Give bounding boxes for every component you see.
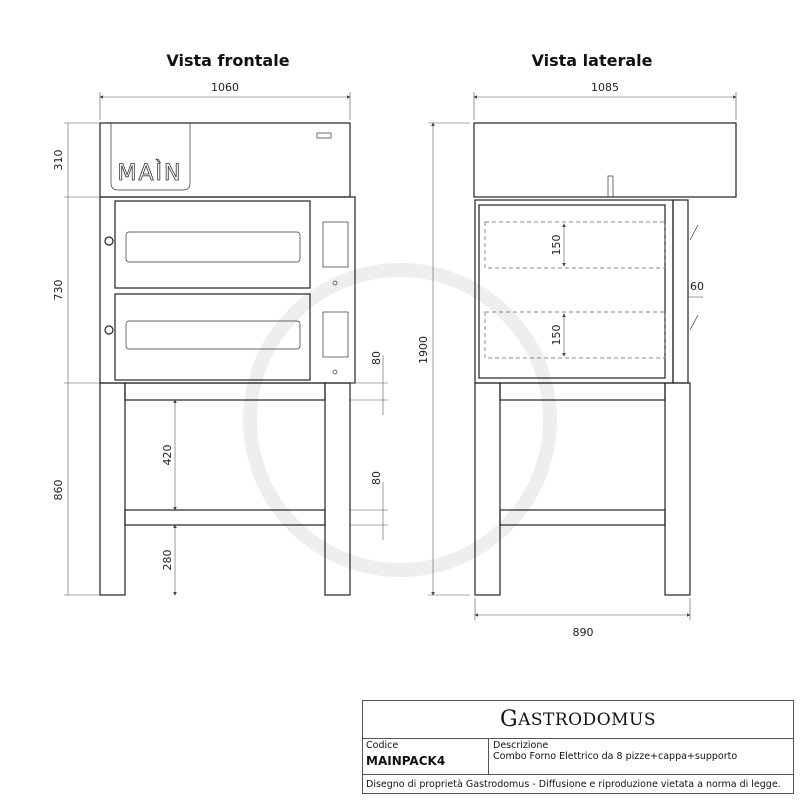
title-block	[362, 700, 794, 794]
nameplate	[317, 133, 331, 138]
dim-frame-gap-1: 80	[370, 351, 383, 365]
side-back-leg	[665, 383, 690, 595]
side-door-panel	[673, 200, 688, 383]
dim-frame-gap-2: 80	[370, 471, 383, 485]
gastrodomus-logo: G ASTRODOMUS	[363, 701, 793, 739]
door-handles	[690, 225, 698, 330]
description-value: Combo Forno Elettrico da 8 pizze+cappa+supporto	[493, 751, 738, 762]
side-hood	[474, 123, 736, 197]
dim-stand-height: 860	[52, 479, 65, 501]
dim-bottom-height: 280	[161, 549, 174, 571]
brand-logo: MAÌN	[117, 161, 183, 186]
description-label: Descrizione	[493, 740, 549, 751]
dim-stand-depth: 890	[572, 626, 594, 639]
side-oven-body	[475, 200, 673, 383]
upper-knob-icon	[105, 237, 113, 245]
upper-control-panel	[323, 222, 348, 267]
vent-pipe	[608, 176, 613, 197]
side-front-leg	[475, 383, 500, 595]
lower-control-panel	[323, 312, 348, 357]
upper-deck-door	[115, 201, 310, 288]
dim-shelf-height: 420	[161, 444, 174, 466]
upper-window	[126, 232, 300, 262]
dim-front-width: 1060	[211, 81, 239, 94]
front-view	[52, 81, 388, 595]
lower-knob-icon	[105, 326, 113, 334]
dim-door-offset: 60	[690, 280, 704, 293]
dim-hood-height: 310	[52, 149, 65, 171]
dim-total-height: 1900	[417, 336, 430, 364]
code-label: Codice	[366, 740, 399, 751]
copyright-footer: Disegno di proprietà Gastrodomus - Diffusione e riproduzione vietata a norma di legge.	[366, 779, 781, 790]
top-crossbar	[125, 383, 325, 400]
front-view-title: Vista frontale	[166, 51, 290, 70]
dim-hood-depth: 1085	[591, 81, 619, 94]
dim-oven-height: 730	[52, 279, 65, 301]
side-view-title: Vista laterale	[531, 51, 653, 70]
dim-chamber-1: 150	[550, 234, 563, 256]
dim-chamber-2: 150	[550, 324, 563, 346]
front-left-leg	[100, 383, 125, 595]
code-value: MAINPACK4	[366, 754, 446, 768]
